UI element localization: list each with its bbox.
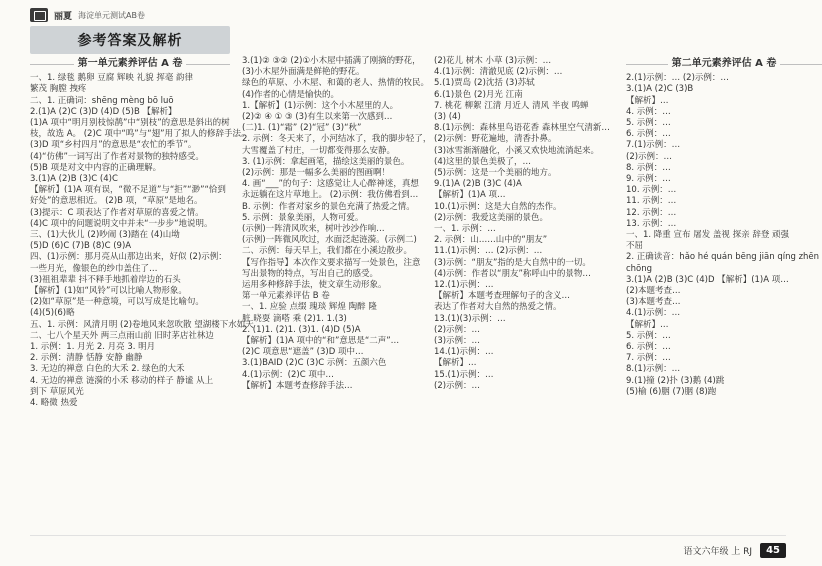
title-box bbox=[30, 26, 230, 54]
col4-line: 3.(1)A (2)C (3)B bbox=[626, 84, 694, 95]
brand bbox=[30, 6, 230, 24]
col2-line: 1.【解析】(1)示例：这个小木屋里的人。 bbox=[242, 100, 399, 111]
col1-line: 五、1. 示例：风清月明 (2)卷地风来忽吹散 望湖楼下水如天 bbox=[30, 319, 254, 330]
col2-line: 运用多种修辞手法，使文章生动形象。 bbox=[242, 280, 387, 291]
col3-line: (3) (4) bbox=[434, 112, 461, 123]
column-3 bbox=[434, 56, 614, 526]
col4-line: 13. 示例：… bbox=[626, 218, 677, 229]
col3-line: (4)这里的景色美极了，… bbox=[434, 156, 532, 167]
col2-line: 二、示例：每天早上，我们都在小溪边散步。 bbox=[242, 246, 413, 257]
col1-line: (3)D 项“乡村四月”的意思是“农忙的季节”。 bbox=[30, 140, 197, 151]
col2-line: 3.(1)BAID (2)C (3)C 示例：五颜六色 bbox=[242, 358, 387, 369]
col1-line: (3)提示：C 项表达了作者对草原的喜爱之情。 bbox=[30, 207, 204, 218]
col2-line: B. 示例：作者对家乡的景色充满了热爱之情。 bbox=[242, 201, 415, 212]
col2-line: 绿色的草原、小木屋、和蔼的老人、热情的牧民。 bbox=[242, 78, 430, 89]
col4-line: 4.(1)示例：… bbox=[626, 308, 681, 319]
section-title-2a bbox=[626, 58, 822, 69]
col3-line: 14.(1)示例：… bbox=[434, 347, 494, 358]
col4-line: 6. 示例：… bbox=[626, 342, 671, 353]
col1-line: 【解析】(1)如“风铃”可以比喻人物形象。 bbox=[30, 286, 187, 297]
col2-line: (2)② ④ ① ③ (3)有生以来第一次感到… bbox=[242, 112, 393, 123]
col4-line: chōng bbox=[626, 263, 653, 274]
col3-line: 表达了作者对大自然的热爱之情。 bbox=[434, 302, 562, 313]
col2-line: 写出景物的特点，写出自己的感受。 bbox=[242, 268, 379, 279]
col2-line: 2. (1)1. (2)1. (3)1. (4)D (5)A bbox=[242, 324, 361, 335]
col2-line: (2)C 项意思“遮盖” (3)D 项中… bbox=[242, 347, 364, 358]
col1-line: 一、1. 绿毯 鹅卵 豆腐 辉映 礼貌 挥毫 韵律 bbox=[30, 73, 194, 84]
col3-line: 12.(1)示例：… bbox=[434, 280, 494, 291]
col3-line: 【解析】(1)A 项… bbox=[434, 190, 506, 201]
book-icon bbox=[30, 8, 48, 22]
answer-columns bbox=[30, 56, 820, 526]
col3-line: 【解析】本题考查理解句子的含义… bbox=[434, 291, 571, 302]
col1-line: 3.(1)A (2)B (3)C (4)C bbox=[30, 174, 118, 185]
col2-line: 2. 示例：冬天来了，小河结冰了，我的脚步轻了， bbox=[242, 134, 432, 145]
col2-line: (4)作者的心情是愉快的。 bbox=[242, 89, 340, 100]
col2-line: 5. 示例：景象美丽，人物可爱。 bbox=[242, 212, 364, 223]
col1-line: (4)“仿佛”一词写出了作者对景物的独特感受。 bbox=[30, 151, 204, 162]
col4-line: 一、1. 降重 宣布 屠发 盖视 探亲 辞登 顽强 bbox=[626, 230, 790, 241]
col3-line: (4)示例：作者以“朋友”称呼山中的景物… bbox=[434, 268, 591, 279]
col4-line: 4. 示例：… bbox=[626, 106, 671, 117]
col3-line: (2)示例：… bbox=[434, 324, 481, 335]
col3-line: 8.(1)示例：森林里鸟语花香 森林里空气清新… bbox=[434, 123, 610, 134]
col1-line: 四、(1)示例：那月亮从山那边出来，好似 (2)示例： bbox=[30, 252, 227, 263]
col4-line: 【解析】… bbox=[626, 319, 669, 330]
col4-line: 9.(1)撞 (2)扑 (3)鹅 (4)跳 bbox=[626, 375, 725, 386]
col4-line: 不屈 bbox=[626, 241, 644, 252]
col3-line: 15.(1)示例：… bbox=[434, 369, 494, 380]
col1-line: 【解析】(1)A 项有误，“微不足道”与“拒”“渺”“恰到 bbox=[30, 185, 226, 196]
col2-line: 第一单元素养评估 B 卷 bbox=[242, 291, 330, 302]
col3-line: 5.(1)贾岛 (2)沈括 (3)苏轼 bbox=[434, 78, 535, 89]
page-title: 参考答案及解析 bbox=[77, 33, 183, 49]
grade-label: 语文六年级 上 RJ bbox=[683, 547, 753, 557]
col2-line: 脏 晓耍 滴嗒 乘 (2)1. 1.(3) bbox=[242, 313, 347, 324]
footer bbox=[683, 543, 786, 558]
col2-line: 一、1. 应验 点缀 瑰琰 辉煌 陶醉 隆 bbox=[242, 302, 377, 313]
col3-line: (3)示例：“朋友”指的是大自然中的一切。 bbox=[434, 257, 591, 268]
col3-line: (3)示例：… bbox=[434, 336, 481, 347]
col2-line: 【解析】本题考查修辞手法… bbox=[242, 380, 353, 391]
col1-line: 2. 示例：清静 恬静 安静 幽静 bbox=[30, 353, 143, 364]
page-number: 45 bbox=[760, 543, 786, 558]
col1-line: (4)(5)(6)略 bbox=[30, 308, 75, 319]
section-label-2a: 第二单元素养评估 A 卷 bbox=[668, 58, 781, 69]
col2-line: (示例)一阵清风吹来，树叶沙沙作响… bbox=[242, 224, 385, 235]
col4-lines bbox=[626, 73, 822, 398]
col4-line: 12. 示例：… bbox=[626, 207, 677, 218]
col3-line: 13.(1)(3)示例：… bbox=[434, 313, 506, 324]
col1-line: 二、1. 正确词：shēng mèng bō luō bbox=[30, 95, 174, 106]
col1-line: (5)B 项是对文中内容的正确理解。 bbox=[30, 162, 162, 173]
col4-line: 6. 示例：… bbox=[626, 129, 671, 140]
col1-line: 1. 示例：1. 月光 2. 月亮 3. 明月 bbox=[30, 342, 156, 353]
col3-line: (5)示例：这是一个美丽的地方。 bbox=[434, 168, 557, 179]
col1-line: 到下 草原风光 bbox=[30, 386, 84, 397]
section-label-1a: 第一单元素养评估 A 卷 bbox=[74, 58, 187, 69]
col1-line: (4)C 项中的问题说明文中并未“一步步”地说明。 bbox=[30, 218, 213, 229]
col1-line: 4. 略微 热爱 bbox=[30, 398, 78, 409]
col4-line: 8.(1)示例：… bbox=[626, 364, 681, 375]
col1-line: (3)祖祖辈辈 抖不释手地抓着岸边的石头 bbox=[30, 274, 181, 285]
col3-line: 6.(1)景色 (2)月光 江南 bbox=[434, 89, 523, 100]
col2-line: 3. (1)示例：拿起画笔，描绘这美丽的景色。 bbox=[242, 156, 410, 167]
col2-line: 大雪覆盖了村庄，一切都变得那么安静。 bbox=[242, 145, 396, 156]
col4-line: 【解析】… bbox=[626, 95, 669, 106]
column-4 bbox=[626, 56, 822, 526]
bottom-rule bbox=[30, 535, 786, 536]
col2-line: 【写作指导】本次作文要求描写一处景色，注意 bbox=[242, 257, 421, 268]
col2-line: 【解析】(1)A 项中的“和”意思是“二声”… bbox=[242, 336, 400, 347]
col2-line: 3.(1)② ③② (2)①小木屋中插满了刚摘的野花， bbox=[242, 56, 421, 66]
col3-line: (2)示例：野花遍地，清香扑鼻。 bbox=[434, 134, 557, 145]
col4-line: 11. 示例：… bbox=[626, 196, 677, 207]
col3-line: 2. 示例：山……山中的“朋友” bbox=[434, 235, 548, 246]
col4-line: 2.(1)示例：… (2)示例：… bbox=[626, 73, 729, 84]
col4-line: (2)示例：… bbox=[626, 151, 673, 162]
col1-line: 繁茂 胸膛 拽疼 bbox=[30, 84, 87, 95]
column-1 bbox=[30, 56, 254, 526]
col2-line: 永远躺在这片草地上。 (2)示例：我仿佛看到… bbox=[242, 190, 419, 201]
col3-line: 4.(1)示例：清澈见底 (2)示例：… bbox=[434, 67, 563, 78]
col3-lines bbox=[434, 56, 614, 392]
col1-line: (5)D (6)C (7)B (8)C (9)A bbox=[30, 241, 132, 252]
col3-line: (3)冰雪渐渐融化，小溪又欢快地流淌起来。 bbox=[434, 145, 600, 156]
col4-line: 5. 示例：… bbox=[626, 118, 671, 129]
col3-line: 7. 桃花 柳絮 江清 月近人 清风 半夜 鸣蝉 bbox=[434, 100, 589, 111]
col2-line: 4.(1)示例：(2)C 项中… bbox=[242, 369, 334, 380]
col1-line: 好处”的意思相近。 (2)B 项，“草原”是地名。 bbox=[30, 196, 203, 207]
header bbox=[30, 6, 230, 56]
col3-line: 10.(1)示例：这是大自然的杰作。 bbox=[434, 201, 562, 212]
col4-line: (5)榆 (6)胭 (7)胭 (8)跑 bbox=[626, 386, 717, 397]
col3-line: 9.(1)A (2)B (3)C (4)A bbox=[434, 179, 522, 190]
brand-name: 丽夏 bbox=[54, 11, 73, 22]
col2-line: (2)示例：那是一幅多么美丽的图画啊！ bbox=[242, 168, 391, 179]
col2-line: (示例)一阵微风吹过，水面泛起涟漪。(示例二) bbox=[242, 235, 417, 246]
col4-line: 10. 示例：… bbox=[626, 185, 677, 196]
col3-line: (2)花儿 树木 小草 (3)示例：… bbox=[434, 56, 552, 66]
col4-line: 7. 示例：… bbox=[626, 353, 671, 364]
col3-line: (2)示例：… bbox=[434, 380, 481, 391]
col4-line: 5. 示例：… bbox=[626, 330, 671, 341]
col1-line: 3. 无边的禅意 白色的大禾 2. 绿色的大禾 bbox=[30, 364, 185, 375]
col1-line: 三、(1)大伙儿 (2)吵闹 (3)踏在 (4)山坳 bbox=[30, 230, 180, 241]
brand-subtitle: 海淀单元测试AB卷 bbox=[78, 10, 145, 20]
col1-lines bbox=[30, 73, 254, 409]
col1-line: (1)A 项中“明月别枝惊鹊”中“别枝”的意思是斜出的树 bbox=[30, 118, 230, 129]
col4-line: 9. 示例：… bbox=[626, 174, 671, 185]
col2-lines bbox=[242, 56, 432, 392]
col1-line: (2)如“草原”是一种意境，可以写成是比喻句。 bbox=[30, 297, 204, 308]
col2-line: (二)1. (1)“霜” (2)“冠” (3)“秋” bbox=[242, 123, 362, 134]
col3-line: 【解析】… bbox=[434, 358, 477, 369]
col4-line: 7.(1)示例：… bbox=[626, 140, 681, 151]
col1-line: 4. 无边的禅意 涟漪的小禾 移动的样子 静谧 从上 bbox=[30, 375, 214, 386]
col3-line: (2)示例：我爱这美丽的景色。 bbox=[434, 212, 549, 223]
section-title-1a bbox=[30, 58, 230, 69]
col4-line: 8. 示例：… bbox=[626, 162, 671, 173]
col4-line: 2. 正确读音：hǎo hé quán bēng jiān qíng zhēn bbox=[626, 252, 820, 263]
col2-line: (3)小木屋外面满是鲜艳的野花。 bbox=[242, 67, 365, 78]
col2-line: 4. 画“___”的句子：这感觉让人心醉神迷，真想 bbox=[242, 179, 419, 190]
col1-line: 二、七八个星天外 两三点雨山前 旧时茅店社林边 bbox=[30, 330, 214, 341]
col1-line: 枝，故选 A。 (2)C 项中“鸣”与“翅”用了拟人的修辞手法。 bbox=[30, 129, 250, 140]
col4-line: (2)本题考查… bbox=[626, 286, 681, 297]
col4-line: 3.(1)A (2)B (3)C (4)D 【解析】(1)A 项… bbox=[626, 274, 789, 285]
col1-line: 一些月光，像银色的纱巾盖住了… bbox=[30, 263, 158, 274]
col4-line: (3)本题考查… bbox=[626, 297, 681, 308]
col3-line: 一、1. 示例：… bbox=[434, 224, 496, 235]
col1-line: 2.(1)A (2)C (3)D (4)D (5)B 【解析】 bbox=[30, 106, 177, 117]
column-2 bbox=[242, 56, 432, 526]
col3-line: 11.(1)示例：… (2)示例：… bbox=[434, 246, 543, 257]
